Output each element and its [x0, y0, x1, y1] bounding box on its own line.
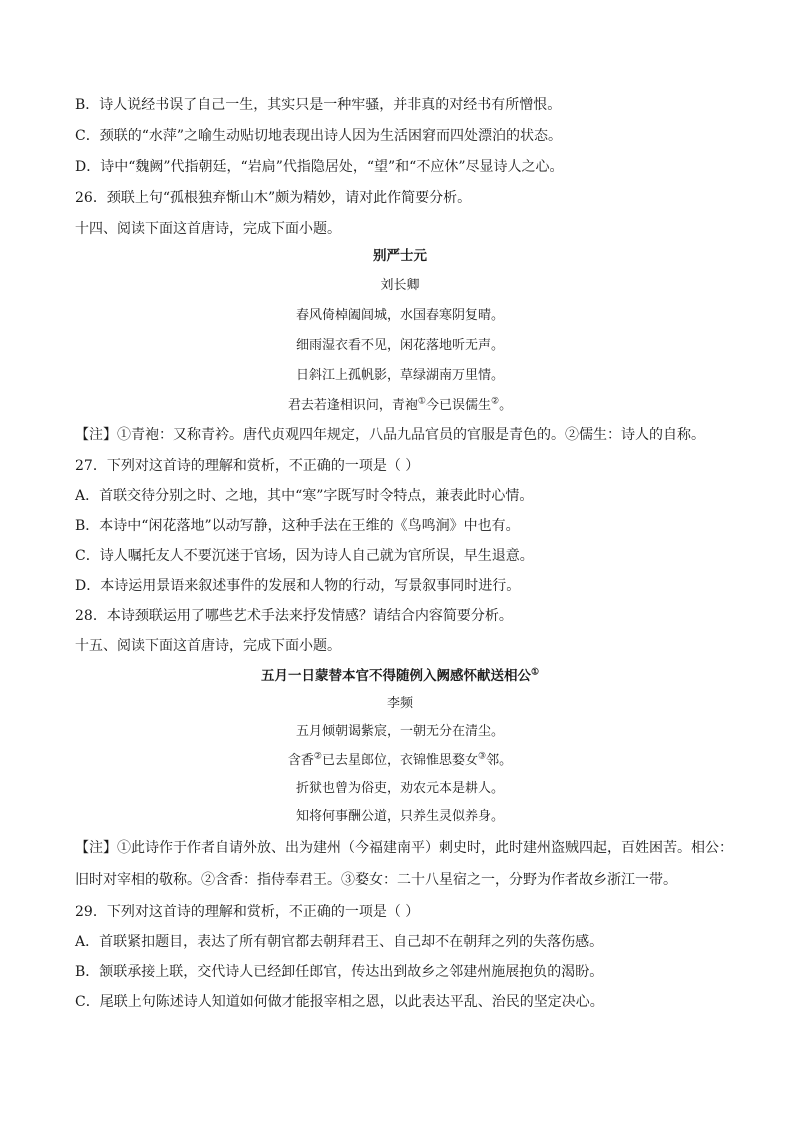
q27-option-d: D．本诗运用景语来叙述事件的发展和人物的行动，写景叙事同时进行。 [75, 578, 521, 594]
poem-2-line [0, 751, 800, 771]
q25-option-d: D．诗中“魏阙”代指朝廷，“岩扃”代指隐居处，“望”和“不应休”尽显诗人之心。 [75, 159, 564, 175]
q25-option-b: B．诗人说经书误了自己一生，其实只是一种牢骚，并非真的对经书有所憎恨。 [75, 97, 562, 113]
q29-option-a: A．首联紧扣题目，表达了所有朝官都去朝拜君王、自己却不在朝拜之列的失落伤感。 [75, 934, 604, 950]
poem-2-note: 【注】①此诗作于作者自请外放、出为建州（今福建南平）刺史时，此时建州盗贼四起，百姓困苦。相公： [75, 840, 733, 856]
poem-1-author: 刘长卿 [380, 278, 420, 293]
q25-option-c: C．颈联的“水萍”之喻生动贴切地表现出诗人因为生活困窘而四处漂泊的状态。 [75, 128, 563, 144]
poem-2-line: 知将何事酬公道，只养生灵似养身。 [295, 809, 504, 824]
poem-1-line: 春风倚棹阖闾城，水国春寒阴复晴。 [295, 308, 504, 323]
section-15-heading: 十五、阅读下面这首唐诗，完成下面小题。 [75, 638, 341, 654]
q27-option-a: A．首联交待分别之时、之地，其中“寒”字既写时令特点，兼表此时心情。 [75, 488, 534, 504]
poem-1-line [0, 396, 800, 416]
q29-option-b: B．颔联承接上联，交代诗人已经卸任郎官，传达出到故乡之邻建州施展抱负的渴盼。 [75, 964, 604, 980]
poem-2-note: 旧时对宰相的敬称。②含香：指侍奉君王。③婺女：二十八星宿之一，分野为作者故乡浙江一带。 [75, 872, 677, 888]
q27-option-b: B．本诗中“闲花落地”以动写静，这种手法在王维的《鸟鸣涧》中也有。 [75, 518, 520, 534]
poem-1-note: 【注】①青袍：又称青衿。唐代贞观四年规定，八品九品官员的官服是青色的。②儒生：诗人的自称。 [75, 427, 705, 443]
footnote-marker: ① [530, 667, 540, 678]
poem-1-line: 日斜江上孤帆影，草绿湖南万里情。 [295, 368, 504, 383]
q29-option-c: C．尾联上句陈述诗人知道如何做才能报宰相之恩，以此表达平乱、治民的坚定决心。 [75, 994, 604, 1010]
footnote-marker: ② [491, 396, 500, 407]
poem-2-title-text: 五月一日蒙替本官不得随例入阙感怀献送相公 [260, 668, 531, 684]
footnote-marker: ③ [478, 751, 487, 762]
poem-1-title: 别严士元 [373, 248, 427, 264]
poem-2-line2-text: 邻。 [486, 753, 513, 768]
poem-2-line2-text: 已去星郎位，衣锦惟思婺女 [321, 753, 478, 768]
question-29: 29．下列对这首诗的理解和赏析，不正确的一项是（ ） [75, 904, 420, 920]
poem-1-line4-text: 君去若逢相识问，青袍 [287, 398, 418, 413]
q27-option-c: C．诗人嘱托友人不要沉迷于官场，因为诗人自己就为官所误，早生退意。 [75, 548, 534, 564]
question-28: 28．本诗颈联运用了哪些艺术手法来抒发情感？请结合内容简要分析。 [75, 608, 513, 624]
section-14-heading: 十四、阅读下面这首唐诗，完成下面小题。 [75, 221, 341, 237]
poem-2-line2-text: 含香 [287, 753, 314, 768]
poem-1-line: 细雨湿衣看不见，闲花落地听无声。 [295, 338, 504, 353]
poem-1-line4-text: 今已误儒生 [425, 398, 491, 413]
footnote-marker: ① [417, 396, 426, 407]
question-27: 27．下列对这首诗的理解和赏析，不正确的一项是（ ） [75, 458, 420, 474]
poem-2-line: 五月倾朝谒紫宸，一朝无分在清尘。 [295, 724, 504, 739]
footnote-marker: ② [313, 751, 322, 762]
poem-2-author: 李频 [386, 696, 413, 711]
question-26: 26．颈联上句“孤根独弃惭山木”颇为精妙，请对此作简要分析。 [75, 190, 472, 206]
poem-1-line4-text: 。 [499, 398, 513, 413]
poem-2-title [0, 666, 800, 686]
poem-2-line: 折狱也曾为俗吏，劝农元本是耕人。 [295, 781, 504, 796]
